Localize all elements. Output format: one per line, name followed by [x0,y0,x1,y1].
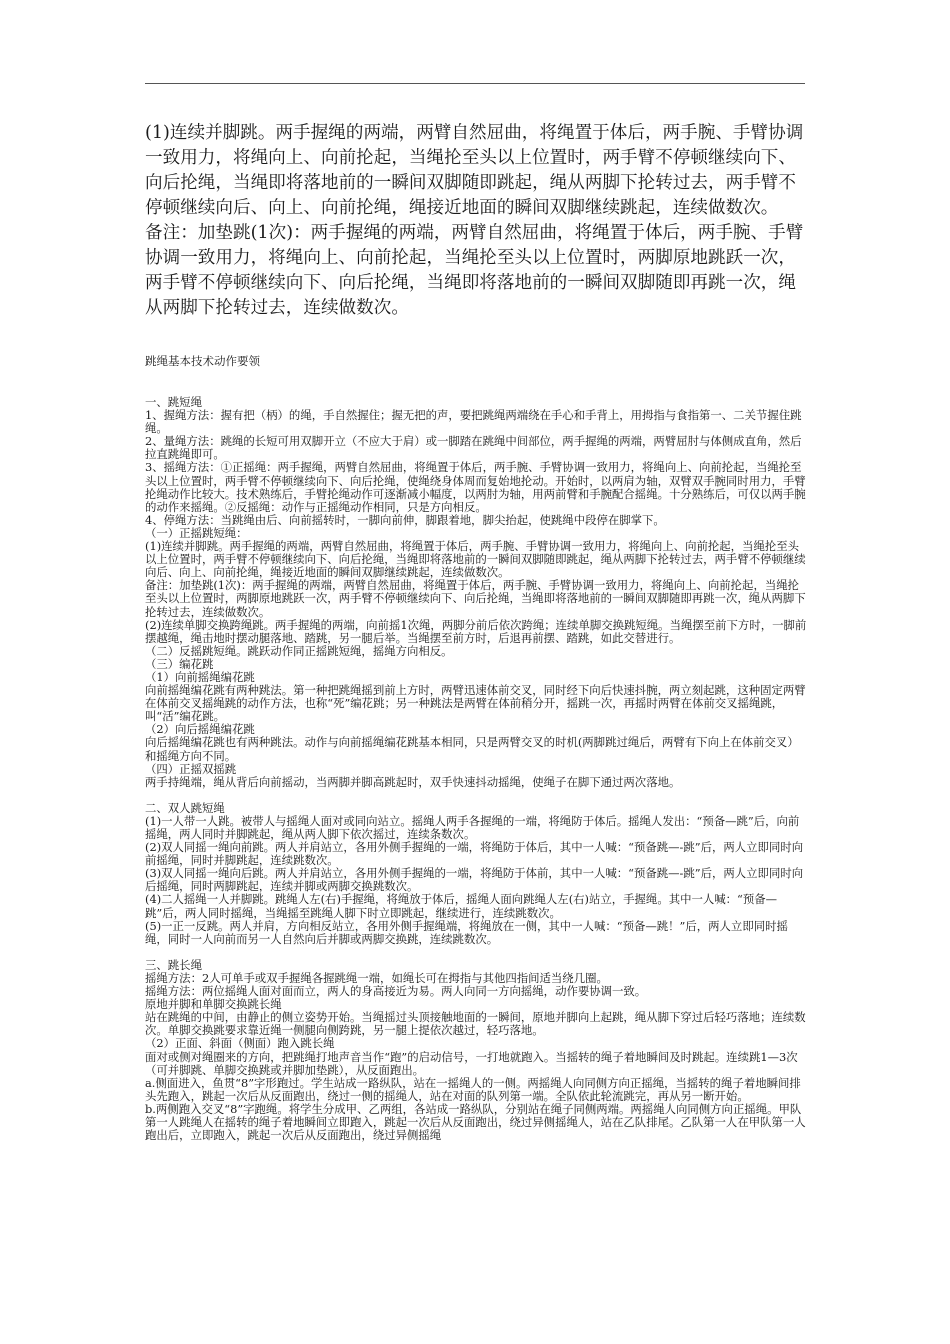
paragraph: 备注：加垫跳(1次)：两手握绳的两端，两臂自然屈曲，将绳置于体后，两手腕、手臂协调一致用力，将绳向上、向前抡起，当绳抡至头以上位置时，两脚原地跳跃一次，两手臂不停顿继续向下、向后抡绳，当绳即将落地前的一瞬间双脚随即再跳一次，绳从两脚下抡转过去，连续做数次。 [145,578,806,619]
section-heading: 三、跳长绳 [145,957,202,972]
paragraph: (2)连续单脚交换跨绳跳。两手握绳的两端，向前摇1次绳，两脚分前后依次跨绳；连续单脚交换跳短绳。当绳摆至前下方时，一脚前摆越绳，绳击地时摆动腿落地、踏跳，另一腿后举。当绳摆至前方时，后退再前摆、踏跳，如此交替进行。 [145,617,807,645]
paragraph: (1)连续并脚跳。两手握绳的两端，两臂自然屈曲，将绳置于体后，两手腕、手臂协调一致用力，将绳向上、向前抡起，当绳抡至头以上位置时，两手臂不停顿继续向下、向后抡绳，当绳即将落地前的一瞬间双脚随即跳起，绳从两脚下抡转过去，两手臂不停顿继续向后、向上、向前抡绳，绳接近地面的瞬间双脚继续跳起，连续做数次。 [145,539,806,580]
paragraph: 3、摇绳方法：①正摇绳：两手握绳，两臂自然屈曲，将绳置于体后，两手腕、手臂协调一致用力，将绳向上、向前抡起，当绳抡至头以上位置时，两手臂不停顿继续向下、向后抡绳，使绳绕身体周而复始地抡动。开始时，以两肩为轴，双臂双手腕同时用力，手臂抡绳动作比较大。技术熟练后，手臂抡绳动作可逐渐减小幅度，以两肘为轴，用两前臂和手腕配合摇绳。十分熟练后，可仅以两手腕的动作来摇绳。②反摇绳：动作与正摇绳动作相同，只是方向相反。 [145,460,806,514]
paragraph: (5)一正一反跳。两人并肩，方向相反站立，各用外侧手握绳端，将绳放在一侧，其中一人喊：“预备—跳！”后，两人立即同时摇绳，同时一人向前而另一人自然向后并脚或两脚交换跳，连续跳数次。 [145,918,788,946]
subsection-heading: （2）向后摇绳编花跳 [145,722,255,737]
section-heading: 二、双人跳短绳 [145,800,225,815]
spacer [145,789,810,802]
intro-paragraph: (1)连续并脚跳。两手握绳的两端，两臂自然屈曲，将绳置于体后，两手腕、手臂协调一致用力，将绳向上、向前抡起，当绳抡至头以上位置时，两手臂不停顿继续向下、向后抡绳，当绳即将落地前的一瞬间双脚随即跳起，绳从两脚下抡转过去，两手臂不停顿继续向后、向上、向前抡绳，绳接近地面的瞬间双脚继续跳起，连续做数次。 [145,123,804,218]
subsection-heading: （一）正摇跳短绳： [145,525,248,540]
document-subtitle: 跳绳基本技术动作要领 [145,354,260,368]
paragraph: 两手持绳端，绳从背后向前摇动，当两脚并脚高跳起时，双手快速抖动摇绳，使绳子在脚下通过两次落地。 [145,774,681,789]
intro-paragraph: 备注：加垫跳(1次)：两手握绳的两端，两臂自然屈曲，将绳置于体后，两手腕、手臂协调一致用力，将绳向上、向前抡起，当绳抡至头以上位置时，两脚原地跳跃一次，两手臂不停顿继续向下、向后抡绳，当绳即将落地前的一瞬间双脚随即再跳一次，绳从两脚下抡转过去，连续做数次。 [145,223,804,318]
subsection-heading: （二）反摇跳短绳。跳跃动作同正摇跳短绳，摇绳方向相反。 [145,643,453,658]
paragraph: 2、量绳方法：跳绳的长短可用双脚开立（不应大于肩）或一脚踏在跳绳中间部位，两手握绳的两端，两臂屈肘与体侧成直角，然后拉直跳绳即可。 [145,434,802,462]
subsection-heading: （三）编花跳 [145,656,214,671]
subsection-heading: 原地并脚和单脚交换跳长绳 [145,997,282,1012]
paragraph: b.两侧跑入交叉“8”字跑绳。将学生分成甲、乙两组，各站成一路纵队，分别站在绳子同侧两端。两摇绳人向同侧方向正摇绳。甲队第一人跳绳人在摇转的绳子着地瞬间立即跑入，跳起一次后从反面跑出，绕过异侧摇绳人，站在乙队排尾。乙队第一人在甲队第一人跑出后，立即跑入，跳起一次后从反面跑出，绕过异侧摇绳 [145,1101,806,1143]
intro-section [145,121,809,321]
section-heading: 一、跳短绳 [145,395,202,409]
paragraph: 向前摇绳编花跳有两种跳法。第一种把跳绳摇到前上方时，两臂迅速体前交叉，同时经下向后快速抖腕，两立刻起跳，这种固定两臂在体前交叉摇绳跳的动作方法，也称“死”编花跳；另一种跳法是两臂在体前稍分开，摇跳一次，再摇时两臂在体前交叉摇绳跳，叫“活”编花跳。 [145,683,806,724]
paragraph: 向后摇绳编花跳也有两种跳法。动作与向前摇绳编花跳基本相同，只是两臂交叉的时机(两脚跳过绳后，两臂有下向上在体前交叉）和摇绳方向不同。 [145,735,799,763]
paragraph: 面对或侧对绳圈来的方向，把跳绳打地声音当作“跑”的启动信号，一打地就跑入。当摇转的绳子着地瞬间及时跳起。连续跳1—3次（可并脚跳、单脚交换跳或并脚加垫跳），从反面跑出。 [145,1049,798,1077]
paragraph: 1、握绳方法：握有把（柄）的绳，手自然握住；握无把的声，要把跳绳两端绕在手心和手背上，用拇指与食指第一、二关节握住跳绳。 [145,408,802,436]
header-rule [145,83,805,84]
subsection-heading: （2）正面、斜面（侧面）跑入跳长绳 [145,1036,335,1051]
paragraph: (2)双人同摇一绳向前跳。两人并肩站立，各用外侧手握绳的一端，将绳防于体后，其中一人喊：“预备跳—-跳”后，两人立即同时向前摇绳，同时并脚跳起，连续跳数次。 [145,840,804,868]
paragraph: 摇绳方法：2人可单手或双手握绳各握跳绳一端，如绳长可在拇指与其他四指间适当绕几圈。 [145,970,608,985]
paragraph: 4、停绳方法：当跳绳由后、向前摇转时，一脚向前伸，脚跟着地，脚尖抬起，使跳绳中段停在脚掌下。 [145,512,665,527]
paragraph: 站在跳绳的中间，由静止的侧立姿势开始。当绳摇过头顶接触地面的一瞬间，原地并脚向上起跳，绳从脚下穿过后轻巧落地；连续数次。单脚交换跳要求靠近绳一侧腿向侧跨跳，另一腿上提依次越过，轻巧落地。 [145,1010,806,1038]
subsection-heading: （四）正摇双摇跳 [145,761,237,776]
body-text [145,396,810,1142]
paragraph: (4)二人摇绳一人并脚跳。跳绳人左(右)手握绳，将绳放于体后，摇绳人面向跳绳人左(右)站立，手握绳。其中一人喊：“预备—跳”后，两人同时摇绳，当绳摇至跳绳人脚下时立即跳起，继续进行，连续跳数次。 [145,892,778,920]
paragraph: (1)一人带一人跳。被带人与摇绳人面对或同向站立。摇绳人两手各握绳的一端，将绳防于体后。摇绳人发出：“预备—跳”后，向前摇绳，两人同时并脚跳起，绳从两人脚下依次摇过，连续条数次。 [145,813,800,841]
subsection-heading: （1）向前摇绳编花跳 [145,669,255,684]
paragraph: 摇绳方法：两位摇绳人面对面而立，两人的身高接近为易。两人向同一方向摇绳，动作要协调一致。 [145,984,647,999]
paragraph: a.侧面进入，鱼贯“8”字形跑过。学生站成一路纵队，站在一摇绳人的一侧。两摇绳人向同侧方向正摇绳，当摇转的绳子着地瞬间排头先跑入，跳起一次后从反面跑出，绕过一侧的摇绳人，站在对面的队列第一端。全队依此轮流跳完，再从另一断开始。 [145,1075,801,1103]
paragraph: (3)双人同摇一绳向后跳。两人并肩站立，各用外侧手握绳的一端，将绳防于体前，其中一人喊：“预备跳—-跳”后，两人立即同时向后摇绳，同时两脚跳起，连续并脚或两脚交换跳数次。 [145,866,804,894]
spacer [145,946,810,959]
